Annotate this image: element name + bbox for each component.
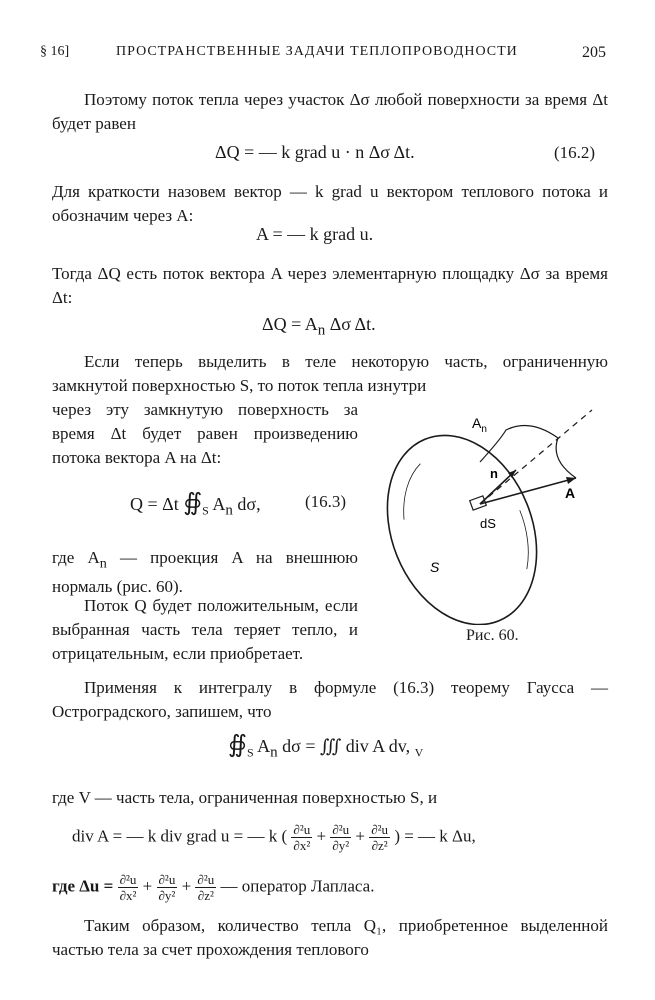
paragraph-6: где $A_n$ — проекция A на внешнюю нормаль (рис. 60).: [52, 548, 358, 597]
equation-div: div A = — k div grad u = — k ( $\frac{\text{∂²u}}{\text{∂x²}}$ + $\frac{\text{∂²u}}{\text{∂y²}}$ + $\frac{\text{∂²u}}{\text{∂z²}}$ ) = — k Δu,: [72, 822, 476, 853]
equation-16-3: Q = Δt $∯_S$ $A_n$ dσ,: [130, 490, 261, 519]
paragraph-1: Поэтому поток тепла через участок Δσ любой поверхности за время Δt будет равен: [52, 90, 608, 133]
paragraph-9: где V — часть тела, ограниченная поверхностью S, и: [52, 788, 438, 807]
label-n: n: [490, 466, 498, 481]
surface-outline: [380, 413, 564, 625]
paragraph-4: Если теперь выделить в теле некоторую часть, ограниченную замкнутой поверхностью S, то поток тепла изнутри: [52, 352, 608, 395]
paragraph-5: через эту замкнутую поверхность за время Δt будет равен произведению потока вектора A на Δt:: [52, 400, 358, 467]
equation-number-16-2: (16.2): [554, 143, 596, 162]
equation-16-2: ΔQ = — k grad u · n Δσ Δt.: [215, 142, 415, 162]
label-ds: dS: [480, 516, 496, 531]
page-number: 205: [582, 44, 606, 61]
paragraph-8: Применяя к интегралу в формуле (16.3) теорему Гаусса — Остроградского, запишем, что: [52, 678, 608, 721]
paragraph-2: Для краткости назовем вектор — k grad u вектором теплового потока и обозначим через A:: [52, 182, 608, 225]
equation-flux: $\Delta Q = A_n$ Δσ Δt.: [262, 314, 376, 339]
figure-60: [380, 400, 610, 625]
normal-line: [480, 410, 592, 504]
equation-number-16-3: (16.3): [305, 492, 347, 511]
equation-gauss: $∯_S$ $A_n$ dσ = ∭ div A dv, $_V$: [228, 732, 424, 761]
paragraph-7: Поток Q будет положительным, если выбранная часть тела теряет тепло, и отрицательным, если приобретает.: [52, 596, 358, 663]
label-a: A: [565, 485, 576, 501]
paragraph-10: Таким образом, количество тепла Q₁, приобретенное выделенной частью тела за счет прохождения теплового: [52, 916, 608, 959]
figure-caption: Рис. 60.: [466, 627, 519, 644]
equation-vector-a: A = — k grad u.: [256, 224, 374, 244]
label-s: S: [430, 559, 440, 575]
flux-arrowhead: [566, 477, 576, 484]
paragraph-3: Тогда ΔQ есть поток вектора A через элементарную площадку Δσ за время Δt:: [52, 264, 608, 307]
chapter-title: ПРОСТРАНСТВЕННЫЕ ЗАДАЧИ ТЕПЛОПРОВОДНОСТИ: [116, 44, 518, 59]
label-an: $A_n$: [472, 415, 487, 435]
section-number: § 16]: [40, 44, 70, 59]
running-header: [40, 44, 606, 66]
equation-laplace: где Δu = $\frac{\text{∂²u}}{\text{∂x²}}$ + $\frac{\text{∂²u}}{\text{∂y²}}$ + $\frac{\text{∂²u}}{\text{∂z²}}$ — оператор Лапласа.: [52, 872, 375, 903]
